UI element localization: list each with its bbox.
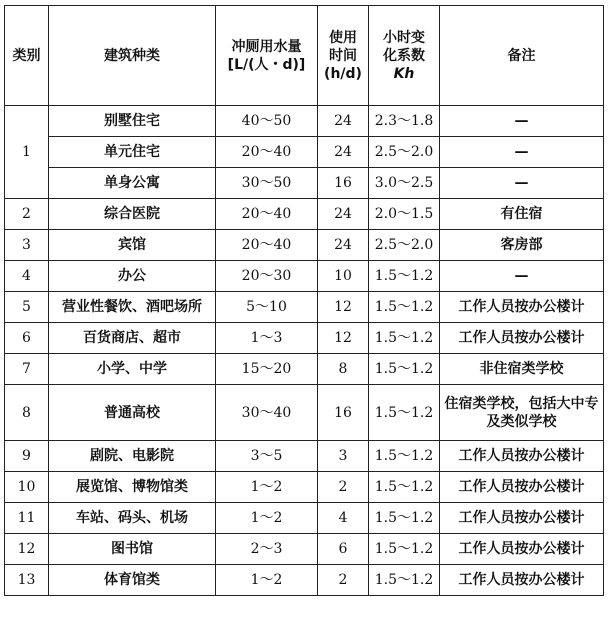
cell-building-type: 展览馆、博物馆类 [49,472,216,503]
cell-category: 13 [5,565,49,596]
cell-flush-water: 20～40 [216,230,318,261]
cell-usage-hours: 12 [318,292,369,323]
cell-usage-hours: 16 [318,168,369,199]
cell-note: 工作人员按办公楼计 [440,441,604,472]
cell-category: 4 [5,261,49,292]
cell-note: 有住宿 [440,199,604,230]
cell-flush-water: 5～10 [216,292,318,323]
cell-flush-water: 20～40 [216,199,318,230]
cell-category: 12 [5,534,49,565]
cell-building-type: 办公 [49,261,216,292]
cell-usage-hours: 2 [318,565,369,596]
cell-hourly-coefficient: 1.5～1.2 [369,441,440,472]
cell-hourly-coefficient: 1.5～1.2 [369,503,440,534]
cell-building-type: 车站、码头、机场 [49,503,216,534]
cell-hourly-coefficient: 2.5～2.0 [369,230,440,261]
cell-category: 6 [5,323,49,354]
cell-usage-hours: 10 [318,261,369,292]
header-flush-line1: 冲厕用水量 [231,38,302,55]
header-kh-line1: 小时变 [383,29,425,46]
cell-building-type: 营业性餐饮、酒吧场所 [49,292,216,323]
header-hours-line2: 时间 [329,47,357,64]
header-hourly-coefficient [369,6,440,106]
cell-building-type: 小学、中学 [49,354,216,385]
cell-category: 5 [5,292,49,323]
cell-hourly-coefficient: 2.5～2.0 [369,137,440,168]
table-row [5,137,604,168]
cell-note: 工作人员按办公楼计 [440,472,604,503]
cell-hourly-coefficient: 1.5～1.2 [369,323,440,354]
cell-flush-water: 1～2 [216,503,318,534]
cell-flush-water: 3～5 [216,441,318,472]
cell-building-type: 百货商店、超市 [49,323,216,354]
cell-category: 3 [5,230,49,261]
table-row [5,441,604,472]
cell-hourly-coefficient: 2.0～1.5 [369,199,440,230]
cell-category: 9 [5,441,49,472]
cell-building-type: 剧院、电影院 [49,441,216,472]
cell-note: 工作人员按办公楼计 [440,565,604,596]
table-row [5,106,604,137]
cell-building-type: 单元住宅 [49,137,216,168]
cell-note: — [440,106,604,137]
cell-category: 1 [5,106,49,199]
cell-building-type: 别墅住宅 [49,106,216,137]
cell-flush-water: 1～2 [216,565,318,596]
cell-usage-hours: 24 [318,106,369,137]
cell-note: — [440,137,604,168]
table-row [5,565,604,596]
table-row [5,354,604,385]
table-row [5,385,604,441]
cell-flush-water: 1～2 [216,472,318,503]
cell-building-type: 单身公寓 [49,168,216,199]
cell-usage-hours: 24 [318,199,369,230]
cell-note: 工作人员按办公楼计 [440,323,604,354]
cell-building-type: 宾馆 [49,230,216,261]
cell-usage-hours: 2 [318,472,369,503]
header-flush-water [216,6,318,106]
cell-flush-water: 15～20 [216,354,318,385]
cell-category: 7 [5,354,49,385]
table-row [5,503,604,534]
cell-hourly-coefficient: 1.5～1.2 [369,472,440,503]
header-building-type: 建筑种类 [49,6,216,106]
cell-note: 工作人员按办公楼计 [440,503,604,534]
header-flush-line2: [L/(人・d)] [227,56,306,73]
cell-usage-hours: 8 [318,354,369,385]
cell-note: 工作人员按办公楼计 [440,534,604,565]
header-note: 备注 [440,6,604,106]
cell-usage-hours: 16 [318,385,369,441]
header-category: 类别 [5,6,49,106]
table-row [5,261,604,292]
header-kh-line3: Kh [393,65,415,82]
table-row [5,323,604,354]
cell-usage-hours: 6 [318,534,369,565]
cell-note: — [440,168,604,199]
cell-hourly-coefficient: 2.3～1.8 [369,106,440,137]
cell-note: 非住宿类学校 [440,354,604,385]
cell-category: 10 [5,472,49,503]
cell-hourly-coefficient: 1.5～1.2 [369,354,440,385]
cell-usage-hours: 12 [318,323,369,354]
header-usage-hours [318,6,369,106]
table-row [5,472,604,503]
cell-building-type: 体育馆类 [49,565,216,596]
cell-hourly-coefficient: 3.0～2.5 [369,168,440,199]
cell-usage-hours: 4 [318,503,369,534]
cell-usage-hours: 24 [318,137,369,168]
cell-note: 客房部 [440,230,604,261]
cell-hourly-coefficient: 1.5～1.2 [369,292,440,323]
cell-flush-water: 2～3 [216,534,318,565]
table-row [5,292,604,323]
cell-flush-water: 1～3 [216,323,318,354]
cell-flush-water: 20～40 [216,137,318,168]
cell-note: — [440,261,604,292]
cell-building-type: 图书馆 [49,534,216,565]
table-row [5,534,604,565]
cell-flush-water: 20～30 [216,261,318,292]
cell-flush-water: 40～50 [216,106,318,137]
cell-building-type: 普通高校 [49,385,216,441]
cell-category: 2 [5,199,49,230]
cell-hourly-coefficient: 1.5～1.2 [369,565,440,596]
water-usage-table [4,5,604,596]
table-row [5,230,604,261]
cell-hourly-coefficient: 1.5～1.2 [369,261,440,292]
cell-hourly-coefficient: 1.5～1.2 [369,534,440,565]
cell-category: 11 [5,503,49,534]
header-kh-line2: 化系数 [383,47,425,64]
table-row [5,199,604,230]
cell-flush-water: 30～50 [216,168,318,199]
cell-flush-water: 30～40 [216,385,318,441]
cell-usage-hours: 24 [318,230,369,261]
cell-category: 8 [5,385,49,441]
cell-note: 住宿类学校，包括大中专及类似学校 [440,385,604,441]
cell-hourly-coefficient: 1.5～1.2 [369,385,440,441]
header-hours-line3: (h/d) [324,65,362,82]
cell-note: 工作人员按办公楼计 [440,292,604,323]
cell-building-type: 综合医院 [49,199,216,230]
table-row [5,168,604,199]
header-row [5,6,604,106]
header-hours-line1: 使用 [329,29,357,46]
cell-usage-hours: 3 [318,441,369,472]
